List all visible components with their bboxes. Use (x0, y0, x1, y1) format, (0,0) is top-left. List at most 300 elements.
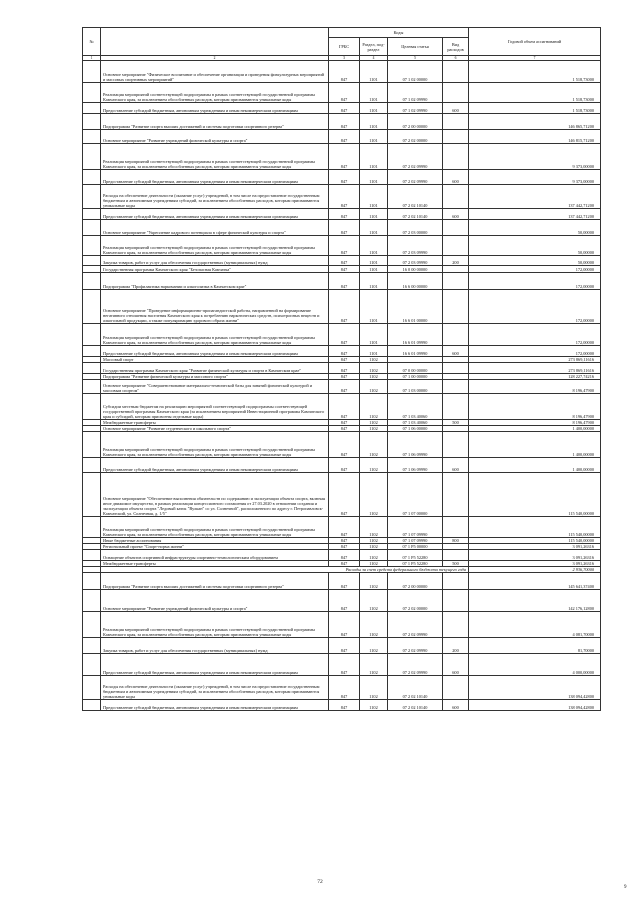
target-article-code: 07 1 00 00000 (388, 374, 443, 380)
expense-type-code (443, 185, 469, 209)
expense-type-code (443, 61, 469, 83)
subtotal-sum: 2 936,70000 (469, 567, 601, 573)
grbs-code: 847 (329, 700, 360, 711)
target-article-code: 07 0 00 00000 (388, 363, 443, 374)
expense-type-code: 200 (443, 638, 469, 654)
table-row (83, 256, 601, 266)
column-index: 1 (83, 56, 101, 61)
grbs-code: 847 (329, 185, 360, 209)
annual-amount: 8 196,47900 (469, 394, 601, 420)
annual-amount: 142 176,12800 (469, 590, 601, 612)
razdel-code: 1101 (360, 346, 388, 357)
razdel-code: 1101 (360, 209, 388, 220)
row-number-cell (83, 654, 101, 676)
expense-type-code (443, 573, 469, 590)
expense-type-code (443, 130, 469, 144)
annual-amount: 3 091,26316 (469, 544, 601, 550)
row-number-cell (83, 638, 101, 654)
expense-type-code (443, 432, 469, 458)
row-number-cell (83, 61, 101, 83)
grbs-code: 847 (329, 374, 360, 380)
item-name: Основное мероприятие "Развитие учреждений физической культуры и спорта" (101, 590, 329, 612)
item-name: Субсидии местным бюджетам на реализацию мероприятий соответствующей подпрограммы соответствующей государственной программы Камчатского края (за исключением мероприятий Инвестиционной программы Камчатского края и субсидий, которым присвоены отдельные коды) (101, 394, 329, 420)
item-name: Основное мероприятие "Проведение информационно-пропагандистской работы, направленной на формирование негативного отношения населения Камчатского края к потреблению наркотических средств, психотропных веществ и алкогольной продукции, а также популяризацию здорового образа жизни" (101, 290, 329, 324)
item-name: Предоставление субсидий бюджетным, автономным учреждениям и иным некоммерческим организациям (101, 700, 329, 711)
row-number-cell (83, 676, 101, 700)
razdel-code: 1101 (360, 290, 388, 324)
grbs-code: 847 (329, 638, 360, 654)
grbs-code: 847 (329, 273, 360, 290)
annual-amount: 172,00000 (469, 266, 601, 273)
expense-type-code: 500 (443, 420, 469, 426)
item-name: Межбюджетные трансферты (101, 561, 329, 567)
table-row (83, 130, 601, 144)
target-article-code: 07 2 02 10140 (388, 209, 443, 220)
margin-mark: 9 (624, 885, 627, 890)
row-number-cell (83, 290, 101, 324)
annual-amount: 138 094,42800 (469, 676, 601, 700)
item-name: Реализация мероприятий соответствующей подпрограммы в рамках соответствующей государственной программы Камчатского края, за исключением обособленных расходов, которым присваиваются уникальные коды (101, 324, 329, 346)
column-index: 2 (101, 56, 329, 61)
expense-type-code (443, 380, 469, 394)
target-article-code: 16 0 00 00000 (388, 266, 443, 273)
row-number-cell (83, 220, 101, 236)
item-name: Государственная программа Камчатского края "Безопасная Камчатка" (101, 266, 329, 273)
target-article-code: 07 2 02 10140 (388, 185, 443, 209)
razdel-code: 1101 (360, 83, 388, 103)
grbs-code: 847 (329, 114, 360, 130)
table-row (83, 170, 601, 185)
annual-amount: 146 815,71200 (469, 130, 601, 144)
subtotal-label: Расходы за счет средств федерального бюджета текущего года (101, 567, 469, 573)
target-article-code: 07 2 02 09990 (388, 638, 443, 654)
header-grbs: ГРБС (329, 38, 360, 56)
row-number-cell (83, 700, 101, 711)
annual-amount: 3 091,26316 (469, 550, 601, 561)
grbs-code: 847 (329, 103, 360, 114)
row-number-cell (83, 432, 101, 458)
table-row (83, 654, 601, 676)
row-number-cell (83, 114, 101, 130)
annual-amount: 137 442,71200 (469, 185, 601, 209)
row-number-cell (83, 573, 101, 590)
item-name: Основное мероприятие "Развитие учреждений физической культуры и спорта" (101, 130, 329, 144)
table-row (83, 209, 601, 220)
expense-type-code (443, 676, 469, 700)
razdel-code: 1102 (360, 374, 388, 380)
razdel-code: 1102 (360, 538, 388, 544)
row-number-cell (83, 103, 101, 114)
razdel-code: 1102 (360, 432, 388, 458)
budget-table (82, 27, 601, 711)
grbs-code: 847 (329, 420, 360, 426)
item-name: Подпрограмма "Развитие спорта высших достижений и системы подготовки спортивного резерва" (101, 573, 329, 590)
row-number-cell (83, 83, 101, 103)
row-number-cell (83, 324, 101, 346)
razdel-code: 1102 (360, 573, 388, 590)
header-name (101, 28, 329, 56)
grbs-code: 847 (329, 561, 360, 567)
razdel-code: 1101 (360, 103, 388, 114)
razdel-code: 1101 (360, 144, 388, 170)
annual-amount: 8 196,47900 (469, 380, 601, 394)
item-name: Реализация мероприятий соответствующей подпрограммы в рамках соответствующей государственной программы Камчатского края, за исключением обособленных расходов, которым присваиваются уникальные коды (101, 144, 329, 170)
annual-amount: 172,00000 (469, 324, 601, 346)
item-name: Оснащение объектов спортивной инфраструктуры спортивно-технологическим оборудованием (101, 550, 329, 561)
table-row (83, 114, 601, 130)
annual-amount: 1 518,73000 (469, 61, 601, 83)
annual-amount: 137 442,71200 (469, 209, 601, 220)
item-name: Закупка товаров, работ и услуг для обеспечения государственных (муниципальных) нужд (101, 256, 329, 266)
annual-amount: 115 540,00000 (469, 517, 601, 538)
target-article-code: 07 1 03 40060 (388, 420, 443, 426)
item-name: Государственная программа Камчатского края "Развитие физической культуры и спорта в Камчатском крае" (101, 363, 329, 374)
expense-type-code (443, 590, 469, 612)
row-number-cell (83, 346, 101, 357)
expense-type-code (443, 473, 469, 517)
target-article-code: 07 1 06 00000 (388, 426, 443, 432)
razdel-code: 1102 (360, 363, 388, 374)
target-article-code: 07 1 P5 52280 (388, 550, 443, 561)
table-row (83, 83, 601, 103)
expense-type-code (443, 517, 469, 538)
grbs-code: 847 (329, 324, 360, 346)
expense-type-code: 600 (443, 103, 469, 114)
grbs-code: 847 (329, 236, 360, 256)
grbs-code: 847 (329, 394, 360, 420)
grbs-code: 847 (329, 209, 360, 220)
row-number-cell (83, 380, 101, 394)
table-row (83, 473, 601, 517)
target-article-code: 07 1 06 09990 (388, 458, 443, 473)
razdel-code: 1102 (360, 394, 388, 420)
razdel-code: 1101 (360, 324, 388, 346)
expense-type-code: 600 (443, 346, 469, 357)
item-name: Межбюджетные трансферты (101, 420, 329, 426)
razdel-code: 1101 (360, 266, 388, 273)
grbs-code: 847 (329, 346, 360, 357)
row-number-cell (83, 170, 101, 185)
expense-type-code (443, 144, 469, 170)
expense-type-code: 500 (443, 561, 469, 567)
row-number-cell (83, 394, 101, 420)
target-article-code: 07 2 02 09990 (388, 612, 443, 638)
row-number-cell (83, 209, 101, 220)
table-row (83, 363, 601, 374)
table-row (83, 590, 601, 612)
item-name: Реализация мероприятий соответствующей подпрограммы в рамках соответствующей государственной программы Камчатского края, за исключением обособленных расходов, которым присваиваются уникальные коды (101, 83, 329, 103)
annual-amount: 115 540,00000 (469, 473, 601, 517)
expense-type-code (443, 612, 469, 638)
item-name: Расходы на обеспечение деятельности (оказание услуг) учреждений, в том числе на предоставление государственным бюджетным и автономным учреждениям субсидий, за исключением обособленных расходов, которым присваиваются уникальные коды (101, 185, 329, 209)
razdel-code: 1101 (360, 220, 388, 236)
razdel-code: 1102 (360, 654, 388, 676)
item-name: Основное мероприятие "Физическое воспитание и обеспечение организации и проведения физкультурных мероприятий и массовых спортивных мероприятий" (101, 61, 329, 83)
grbs-code: 847 (329, 290, 360, 324)
annual-amount: 50,00000 (469, 220, 601, 236)
column-index: 6 (443, 56, 469, 61)
row-number-cell (83, 144, 101, 170)
table-row (83, 103, 601, 114)
grbs-code: 847 (329, 380, 360, 394)
row-number-cell (83, 550, 101, 561)
annual-amount: 1 400,00000 (469, 458, 601, 473)
grbs-code: 847 (329, 590, 360, 612)
razdel-code: 1102 (360, 420, 388, 426)
item-name: Реализация мероприятий соответствующей подпрограммы в рамках соответствующей государственной программы Камчатского края, за исключением обособленных расходов, которым присваиваются уникальные коды (101, 432, 329, 458)
razdel-code: 1102 (360, 517, 388, 538)
razdel-code: 1102 (360, 426, 388, 432)
grbs-code: 847 (329, 170, 360, 185)
header-vid: Вид расходов (443, 38, 469, 56)
row-number-cell (83, 256, 101, 266)
annual-amount: 9 373,00000 (469, 144, 601, 170)
grbs-code: 847 (329, 130, 360, 144)
grbs-code: 847 (329, 61, 360, 83)
grbs-code: 847 (329, 676, 360, 700)
table-row (83, 346, 601, 357)
row-number-cell (83, 185, 101, 209)
annual-amount: 172,00000 (469, 290, 601, 324)
razdel-code: 1101 (360, 61, 388, 83)
target-article-code: 07 2 02 00000 (388, 130, 443, 144)
item-name: Предоставление субсидий бюджетным, автономным учреждениям и иным некоммерческим организациям (101, 346, 329, 357)
annual-amount: 8 196,47900 (469, 420, 601, 426)
expense-type-code: 600 (443, 209, 469, 220)
expense-type-code (443, 236, 469, 256)
annual-amount: 1 400,00000 (469, 426, 601, 432)
header-summa: Годовой объем ассигнований (469, 28, 601, 56)
table-row (83, 458, 601, 473)
razdel-code: 1101 (360, 236, 388, 256)
target-article-code: 07 1 02 09990 (388, 83, 443, 103)
razdel-code: 1101 (360, 170, 388, 185)
table-row (83, 700, 601, 711)
expense-type-code (443, 83, 469, 103)
razdel-code: 1101 (360, 130, 388, 144)
table-row (83, 612, 601, 638)
item-name: Расходы на обеспечение деятельности (оказание услуг) учреждений, в том числе на предоставление государственным бюджетным и автономным учреждениям субсидий, за исключением обособленных расходов, которым присваиваются уникальные коды (101, 676, 329, 700)
annual-amount: 146 865,71200 (469, 114, 601, 130)
item-name: Подпрограмма "Развитие физической культуры и массового спорта" (101, 374, 329, 380)
expense-type-code: 800 (443, 538, 469, 544)
item-name: Подпрограмма "Развитие спорта высших достижений и системы подготовки спортивного резерва" (101, 114, 329, 130)
grbs-code: 847 (329, 426, 360, 432)
annual-amount: 1 518,73000 (469, 83, 601, 103)
item-name: Реализация мероприятий соответствующей подпрограммы в рамках соответствующей государственной программы Камчатского края, за исключением обособленных расходов, которым присваиваются уникальные коды (101, 517, 329, 538)
header-celevaya: Целевая статья (388, 38, 443, 56)
item-name: Основное мероприятие "Обеспечение выполнения обязательств по содержанию и эксплуатации объекта спорта, включая иное движимое имущество, в рамках реализации концессионного соглашения от 27.03.2020 в отношении создания и эксплуатации объекта спорта "Ледовый каток "Вулкан" со ул. Солнечной", расположенного по адресу г. Петропавловск-Камчатский, ул. Солнечная, д. 1/5" (101, 473, 329, 517)
column-index: 7 (469, 56, 601, 61)
razdel-code: 1102 (360, 612, 388, 638)
annual-amount: 172,00000 (469, 346, 601, 357)
target-article-code: 07 1 P5 00000 (388, 544, 443, 550)
annual-amount: 273 869,11616 (469, 363, 601, 374)
table-row (83, 144, 601, 170)
expense-type-code (443, 290, 469, 324)
row-number-cell (83, 612, 101, 638)
grbs-code: 847 (329, 220, 360, 236)
column-index: 3 (329, 56, 360, 61)
expense-type-code (443, 394, 469, 420)
grbs-code: 847 (329, 144, 360, 170)
target-article-code: 07 1 07 00000 (388, 473, 443, 517)
annual-amount: 50,00000 (469, 256, 601, 266)
razdel-code: 1102 (360, 561, 388, 567)
expense-type-code (443, 273, 469, 290)
expense-type-code: 600 (443, 654, 469, 676)
row-number-cell (83, 458, 101, 473)
header-razdel: Раздел, под-раздел (360, 38, 388, 56)
target-article-code: 07 1 03 40060 (388, 394, 443, 420)
annual-amount: 4 081,70000 (469, 612, 601, 638)
expense-type-code (443, 363, 469, 374)
annual-amount: 4 000,00000 (469, 654, 601, 676)
expense-type-code: 200 (443, 256, 469, 266)
expense-type-code: 600 (443, 458, 469, 473)
expense-type-code (443, 324, 469, 346)
row-number-cell (83, 266, 101, 273)
razdel-code: 1102 (360, 544, 388, 550)
grbs-code: 847 (329, 363, 360, 374)
item-name: Предоставление субсидий бюджетным, автономным учреждениям и иным некоммерческим организациям (101, 654, 329, 676)
target-article-code: 07 2 02 09990 (388, 170, 443, 185)
target-article-code: 07 2 03 00000 (388, 220, 443, 236)
table-row (83, 266, 601, 273)
table-row (83, 550, 601, 561)
table-row (83, 290, 601, 324)
page-number: 72 (317, 879, 323, 885)
annual-amount: 9 373,00000 (469, 170, 601, 185)
annual-amount: 1 400,00000 (469, 432, 601, 458)
item-name: Предоставление субсидий бюджетным, автономным учреждениям и иным некоммерческим организациям (101, 209, 329, 220)
grbs-code: 847 (329, 432, 360, 458)
grbs-code: 847 (329, 544, 360, 550)
header-no: № (83, 28, 101, 56)
expense-type-code: 600 (443, 700, 469, 711)
table-row (83, 638, 601, 654)
razdel-code: 1102 (360, 638, 388, 654)
item-name: Предоставление субсидий бюджетным, автономным учреждениям и иным некоммерческим организациям (101, 458, 329, 473)
target-article-code: 07 1 07 09990 (388, 538, 443, 544)
row-number-cell (83, 273, 101, 290)
target-article-code: 07 2 02 09990 (388, 144, 443, 170)
table-row (83, 324, 601, 346)
target-article-code: 07 1 03 00000 (388, 380, 443, 394)
target-article-code: 07 2 02 10140 (388, 676, 443, 700)
item-name: Массовый спорт (101, 357, 329, 363)
grbs-code: 847 (329, 473, 360, 517)
column-index: 5 (388, 56, 443, 61)
target-article-code: 16 6 01 00000 (388, 290, 443, 324)
target-article-code: 07 2 00 00000 (388, 114, 443, 130)
item-name: Региональный проект "Спорт-норма жизни" (101, 544, 329, 550)
table-row (83, 380, 601, 394)
item-name: Предоставление субсидий бюджетным, автономным учреждениям и иным некоммерческим организациям (101, 103, 329, 114)
item-name: Реализация мероприятий соответствующей подпрограммы в рамках соответствующей государственной программы Камчатского края, за исключением обособленных расходов, которым присваиваются уникальные коды (101, 612, 329, 638)
grbs-code: 847 (329, 357, 360, 363)
table-row (83, 676, 601, 700)
annual-amount: 1 518,73000 (469, 103, 601, 114)
annual-amount: 81,70000 (469, 638, 601, 654)
target-article-code: 07 2 02 09990 (388, 654, 443, 676)
row-number-cell (83, 517, 101, 538)
target-article-code: 07 1 02 00000 (388, 61, 443, 83)
row-number-cell (83, 363, 101, 374)
expense-type-code (443, 550, 469, 561)
item-name: Подпрограмма "Профилактика наркомании и алкоголизма в Камчатском крае" (101, 273, 329, 290)
target-article-code: 07 2 03 09990 (388, 256, 443, 266)
razdel-code: 1101 (360, 114, 388, 130)
table-row (83, 517, 601, 538)
grbs-code: 847 (329, 256, 360, 266)
target-article-code: 07 1 06 09990 (388, 432, 443, 458)
column-index: 4 (360, 56, 388, 61)
expense-type-code (443, 220, 469, 236)
item-name: Реализация мероприятий соответствующей подпрограммы в рамках соответствующей государственной программы Камчатского края, за исключением обособленных расходов, которым присваиваются уникальные коды (101, 236, 329, 256)
target-article-code: 07 1 02 09990 (388, 103, 443, 114)
target-article-code: 16 6 01 09990 (388, 324, 443, 346)
grbs-code: 847 (329, 266, 360, 273)
razdel-code: 1101 (360, 256, 388, 266)
row-number-cell (83, 590, 101, 612)
expense-type-code (443, 266, 469, 273)
item-name: Основное мероприятие "Укрепление кадрового потенциала в сфере физической культуры и спорта" (101, 220, 329, 236)
razdel-code: 1101 (360, 185, 388, 209)
razdel-code: 1102 (360, 458, 388, 473)
table-row (83, 432, 601, 458)
item-name: Основное мероприятие "Развитие студенческого и школьного спорта" (101, 426, 329, 432)
grbs-code: 847 (329, 83, 360, 103)
target-article-code: 07 2 02 10140 (388, 700, 443, 711)
expense-type-code (443, 114, 469, 130)
budget-table-sheet (82, 27, 600, 711)
table-row (83, 185, 601, 209)
table-row (83, 61, 601, 83)
row-number-cell (83, 473, 101, 517)
annual-amount: 3 091,26316 (469, 561, 601, 567)
expense-type-code: 600 (443, 170, 469, 185)
item-name: Основное мероприятие "Совершенствование материально-технической базы для занятий физической культурой и массовым спортом" (101, 380, 329, 394)
annual-amount: 128 227,74216 (469, 374, 601, 380)
target-article-code: 07 1 P5 52280 (388, 561, 443, 567)
table-row (83, 220, 601, 236)
row-number-cell (83, 236, 101, 256)
annual-amount: 172,00000 (469, 273, 601, 290)
grbs-code: 847 (329, 517, 360, 538)
annual-amount: 50,00000 (469, 236, 601, 256)
annual-amount: 145 641,37400 (469, 573, 601, 590)
table-row (83, 573, 601, 590)
razdel-code: 1102 (360, 700, 388, 711)
item-name: Иные бюджетные ассигнования (101, 538, 329, 544)
grbs-code: 847 (329, 550, 360, 561)
grbs-code: 847 (329, 612, 360, 638)
annual-amount: 115 540,00000 (469, 538, 601, 544)
razdel-code: 1102 (360, 380, 388, 394)
target-article-code: 07 2 02 00000 (388, 590, 443, 612)
target-article-code: 07 2 03 09990 (388, 236, 443, 256)
annual-amount: 273 869,11616 (469, 357, 601, 363)
target-article-code: 16 6 01 09990 (388, 346, 443, 357)
table-row (83, 273, 601, 290)
razdel-code: 1102 (360, 473, 388, 517)
grbs-code: 847 (329, 458, 360, 473)
row-number-cell (83, 130, 101, 144)
razdel-code: 1102 (360, 357, 388, 363)
header-codes: Коды (329, 28, 469, 38)
razdel-code: 1101 (360, 273, 388, 290)
